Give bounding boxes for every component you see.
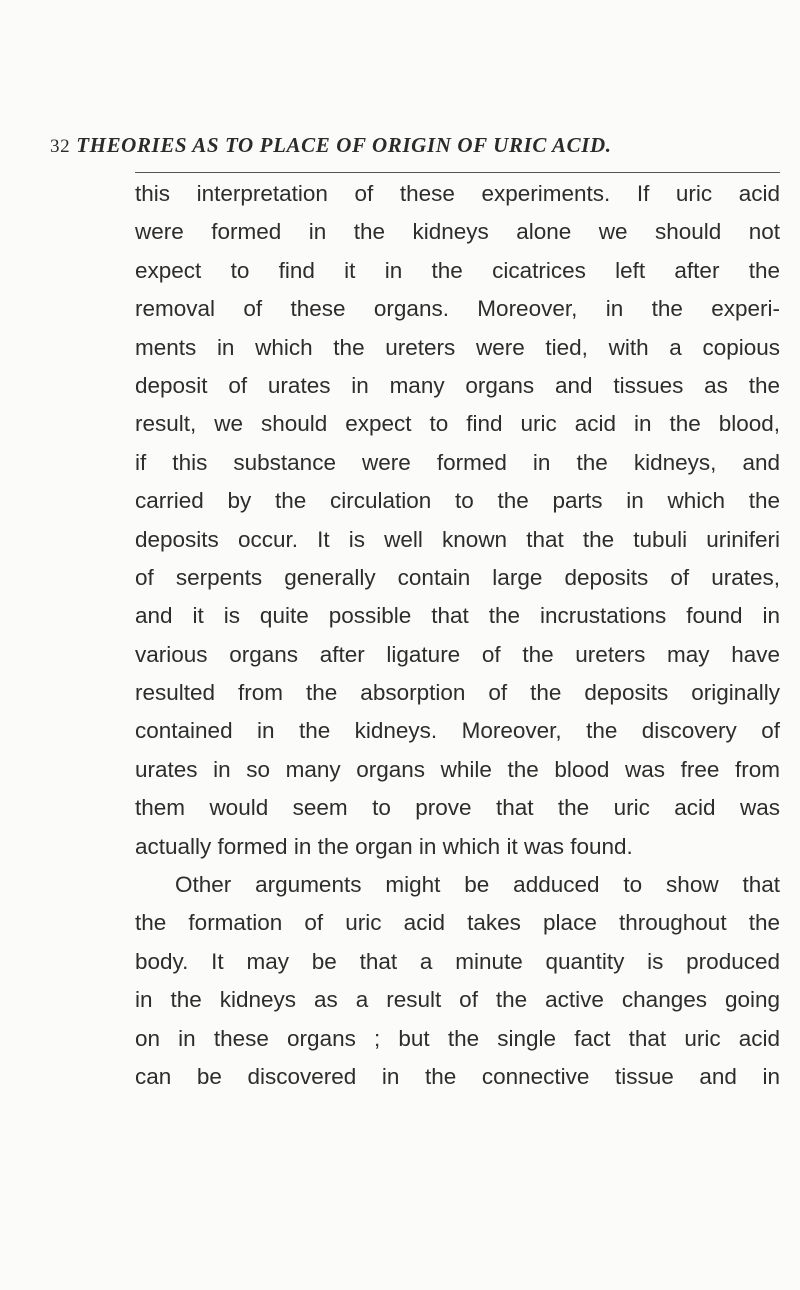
text-line: urates in so many organs while the blood was free from — [135, 756, 780, 782]
running-title: THEORIES AS TO PLACE OF ORIGIN OF URIC ACID. — [76, 133, 612, 157]
text-line: expect to find it in the cicatrices left after the — [135, 257, 780, 283]
text-line: if this substance were formed in the kidneys, and — [135, 449, 780, 475]
text-line: various organs after ligature of the ureters may have — [135, 641, 780, 667]
running-header — [50, 133, 740, 158]
text-line: resulted from the absorption of the deposits originally — [135, 680, 780, 706]
text-line: deposits occur. It is well known that the tubuli uriniferi — [135, 526, 780, 552]
text-line: them would seem to prove that the uric acid was — [135, 795, 780, 821]
text-line: on in these organs ; but the single fact that uric acid — [135, 1025, 780, 1051]
text-line: of serpents generally contain large deposits of urates, — [135, 564, 780, 590]
text-line: this interpretation of these experiments. If uric acid — [135, 181, 780, 206]
paragraph-start-line: Other arguments might be adduced to show that — [175, 872, 780, 898]
text-line: ments in which the ureters were tied, with a copious — [135, 334, 780, 360]
page-number: 32 — [50, 136, 71, 157]
text-line: were formed in the kidneys alone we should not — [135, 219, 780, 245]
text-line: can be discovered in the connective tissue and in — [135, 1063, 780, 1089]
text-line: body. It may be that a minute quantity is produced — [135, 948, 780, 974]
text-line: deposit of urates in many organs and tissues as the — [135, 372, 780, 398]
text-line: contained in the kidneys. Moreover, the discovery of — [135, 718, 780, 744]
text-line: result, we should expect to find uric acid in the blood, — [135, 411, 780, 437]
text-line: carried by the circulation to the parts in which the — [135, 488, 780, 514]
text-line: the formation of uric acid takes place throughout the — [135, 910, 780, 936]
header-rule — [135, 172, 780, 173]
body-text — [135, 175, 780, 1096]
text-line: removal of these organs. Moreover, in the experi- — [135, 296, 780, 322]
text-line: actually formed in the organ in which it was found. — [135, 833, 633, 859]
text-line: in the kidneys as a result of the active changes going — [135, 987, 780, 1013]
text-line: and it is quite possible that the incrustations found in — [135, 603, 780, 629]
